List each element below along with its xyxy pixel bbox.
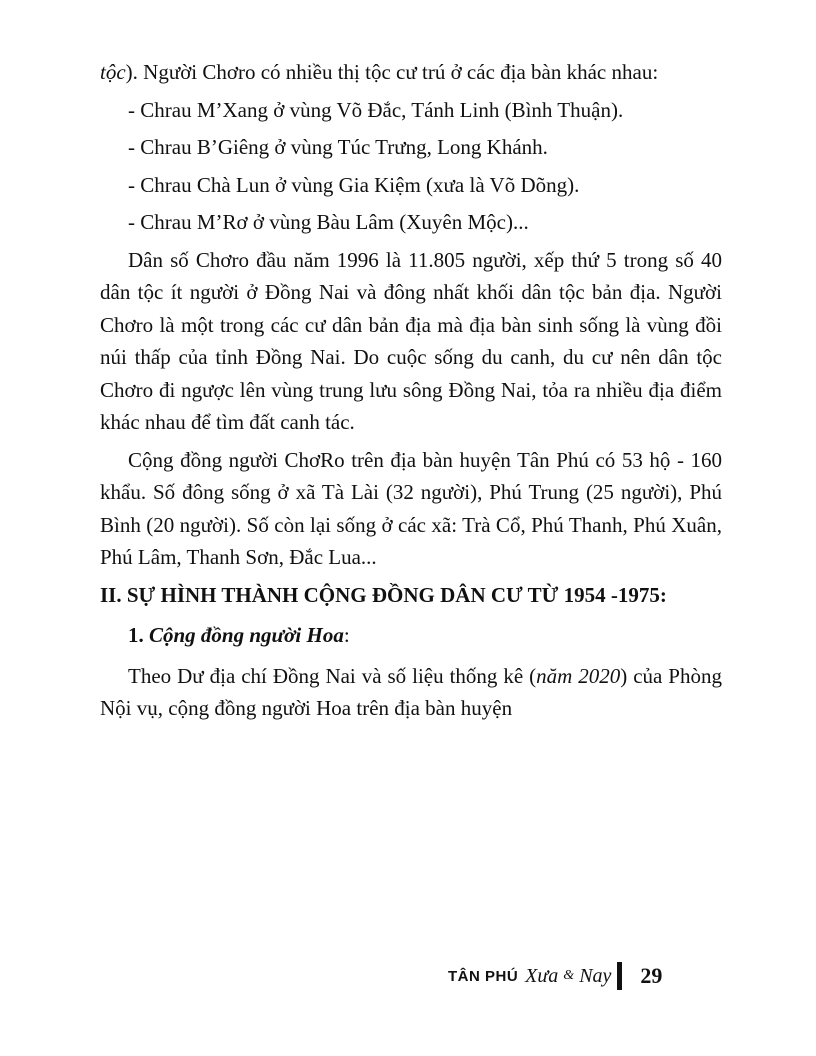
hoa-paragraph bbox=[100, 660, 722, 725]
footer-divider bbox=[617, 962, 622, 990]
clan-item-chalun: - Chrau Chà Lun ở vùng Gia Kiệm (xưa là Võ Dõng). bbox=[128, 172, 580, 197]
clan-item-bgieng: - Chrau B’Giêng ở vùng Túc Trưng, Long Khánh. bbox=[128, 135, 548, 159]
clan-item-mxang: - Chrau M’Xang ở vùng Võ Đắc, Tánh Linh (Bình Thuận). bbox=[128, 97, 624, 122]
book-title-word-xua: Xưa bbox=[525, 964, 559, 987]
clan-item-mro: - Chrau M’Rơ ở vùng Bàu Lâm (Xuyên Mộc)... bbox=[128, 210, 529, 234]
book-title-main: TÂN PHÚ bbox=[448, 967, 519, 985]
subsection-title: Cộng đồng người Hoa bbox=[149, 623, 344, 647]
intro-paragraph bbox=[100, 56, 722, 89]
subsection-number: 1. bbox=[128, 623, 144, 647]
hoa-year-italic: năm 2020 bbox=[536, 663, 621, 688]
population-paragraph: Dân số Chơro đầu năm 1996 là 11.805 người, xếp thứ 5 trong số 40 dân tộc ít người ở Đồng Nai và đông nhất khối dân tộc bản địa. Người Chơro là một trong các cư dân bản địa mà địa bàn sinh sống là vùng đồi núi thấp của tỉnh Đồng Nai. Do cuộc sống du canh, du cư nên dân tộc Chơro đi ngược lên vùng trung lưu sông Đồng Nai, tỏa ra nhiều địa điểm khác nhau để tìm đất canh tác. bbox=[100, 247, 722, 434]
intro-text: ). Người Chơro có nhiều thị tộc cư trú ở các địa bàn khác nhau: bbox=[125, 60, 659, 84]
section-heading: II. SỰ HÌNH THÀNH CỘNG ĐỒNG DÂN CƯ TỪ 1954 -1975: bbox=[100, 582, 667, 607]
book-title-ampersand: & bbox=[563, 968, 575, 983]
intro-italic-word: tộc bbox=[100, 60, 126, 84]
subsection-colon: : bbox=[343, 623, 350, 647]
hoa-text-before: Theo Dư địa chí Đồng Nai và số liệu thống kê ( bbox=[128, 663, 537, 688]
subsection-heading bbox=[100, 619, 722, 652]
page-content bbox=[100, 56, 722, 730]
page-number: 29 bbox=[640, 963, 663, 988]
page-footer bbox=[448, 960, 662, 992]
book-title-word-nay: Nay bbox=[579, 964, 612, 987]
hoa-text-after: ) của Phòng Nội vụ, cộng đồng người Hoa trên địa bàn huyện bbox=[100, 663, 722, 720]
community-paragraph: Cộng đồng người ChơRo trên địa bàn huyện Tân Phú có 53 hộ - 160 khẩu. Số đông sống ở xã Tà Lài (32 người), Phú Trung (25 người), Phú Bình (20 người). Số còn lại sống ở các xã: Trà Cổ, Phú Thanh, Phú Xuân, Phú Lâm, Thanh Sơn, Đắc Lua... bbox=[100, 447, 722, 569]
